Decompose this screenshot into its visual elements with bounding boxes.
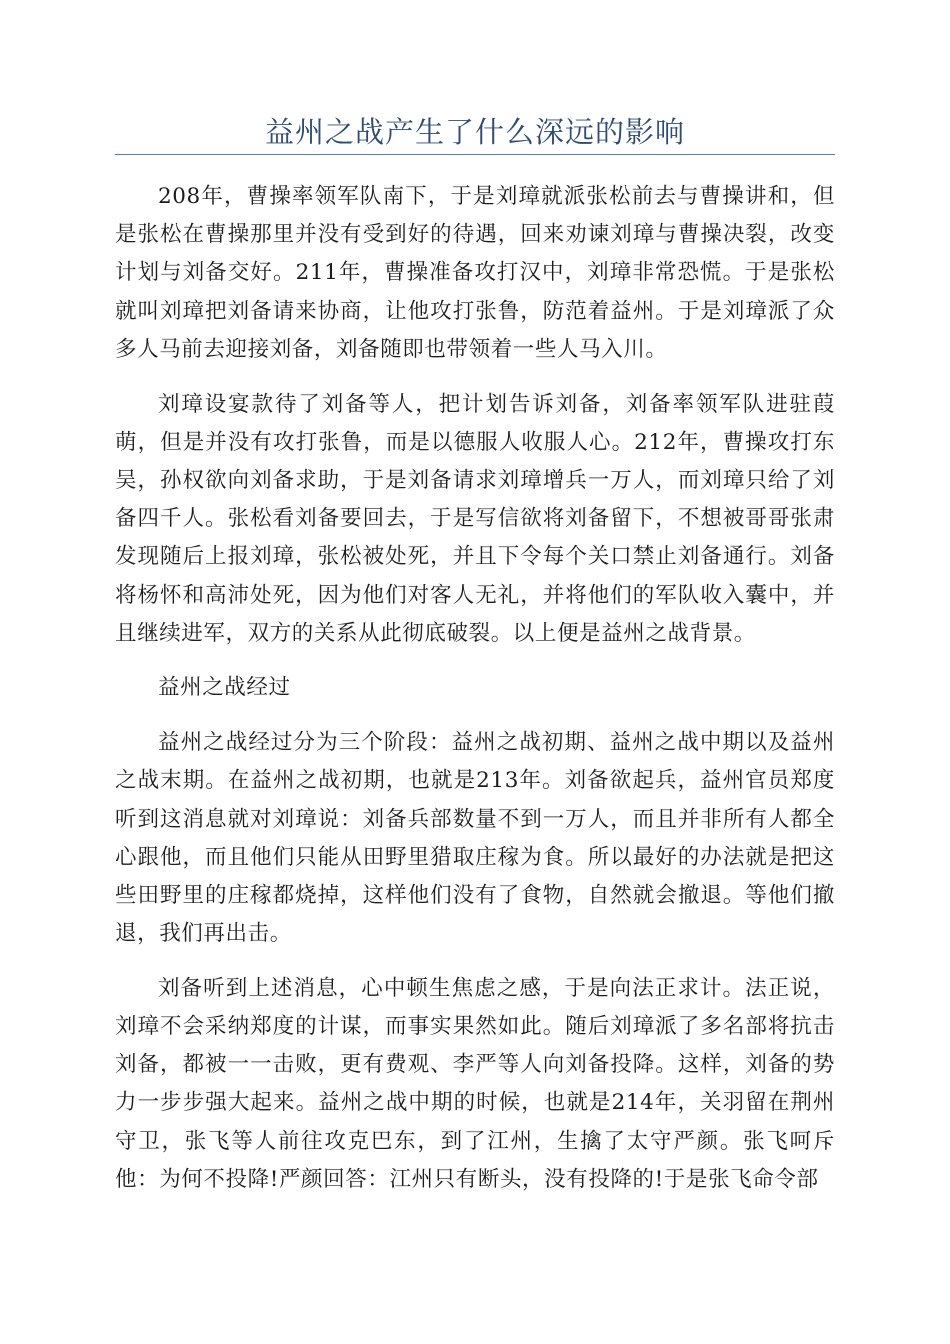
document-title: 益州之战产生了什么深远的影响 xyxy=(264,115,685,149)
paragraph: 208年，曹操率领军队南下，于是刘璋就派张松前去与曹操讲和，但是张松在曹操那里并没有受到好的待遇，回来劝谏刘璋与曹操决裂，改变计划与刘备交好。211年，曹操准备攻打汉中，刘璋非常恐慌。于是张松就叫刘璋把刘备请来协商，让他攻打张鲁，防范着益州。于是刘璋派了众多人马前去迎接刘备，刘备随即也带领着一些人马入川。 xyxy=(115,184,835,362)
title-underline xyxy=(115,154,835,155)
paragraph: 益州之战经过分为三个阶段：益州之战初期、益州之战中期以及益州之战末期。在益州之战初期，也就是213年。刘备欲起兵，益州官员郑度听到这消息就对刘璋说：刘备兵部数量不到一万人，而且并非所有人都全心跟他，而且他们只能从田野里猎取庄稼为食。所以最好的办法就是把这些田野里的庄稼都烧掉，这样他们没有了食物，自然就会撤退。等他们撤退，我们再出击。 xyxy=(115,730,835,947)
document-body xyxy=(115,178,835,1216)
section-heading: 益州之战经过 xyxy=(158,675,291,701)
paragraph: 刘备听到上述消息，心中顿生焦虑之感，于是向法正求计。法正说，刘璋不会采纳郑度的计谋，而事实果然如此。随后刘璋派了多名部将抗击刘备，都被一一击败，更有费观、李严等人向刘备投降。这样，刘备的势力一步步强大起来。益州之战中期的时候，也就是214年，关羽留在荆州守卫，张飞等人前往攻克巴东，到了江州，生擒了太守严颜。张飞呵斥他：为何不投降!严颜回答：江州只有断头，没有投降的!于是张飞命令部 xyxy=(115,975,835,1192)
paragraph: 刘璋设宴款待了刘备等人，把计划告诉刘备，刘备率领军队进驻葭萌，但是并没有攻打张鲁，而是以德服人收服人心。212年，曹操攻打东吴，孙权欲向刘备求助，于是刘备请求刘璋增兵一万人，而刘璋只给了刘备四千人。张松看刘备要回去，于是写信欲将刘备留下，不想被哥哥张肃发现随后上报刘璋，张松被处死，并且下令每个关口禁止刘备通行。刘备将杨怀和高沛处死，因为他们对客人无礼，并将他们的军队收入囊中，并且继续进军，双方的关系从此彻底破裂。以上便是益州之战背景。 xyxy=(115,391,835,646)
